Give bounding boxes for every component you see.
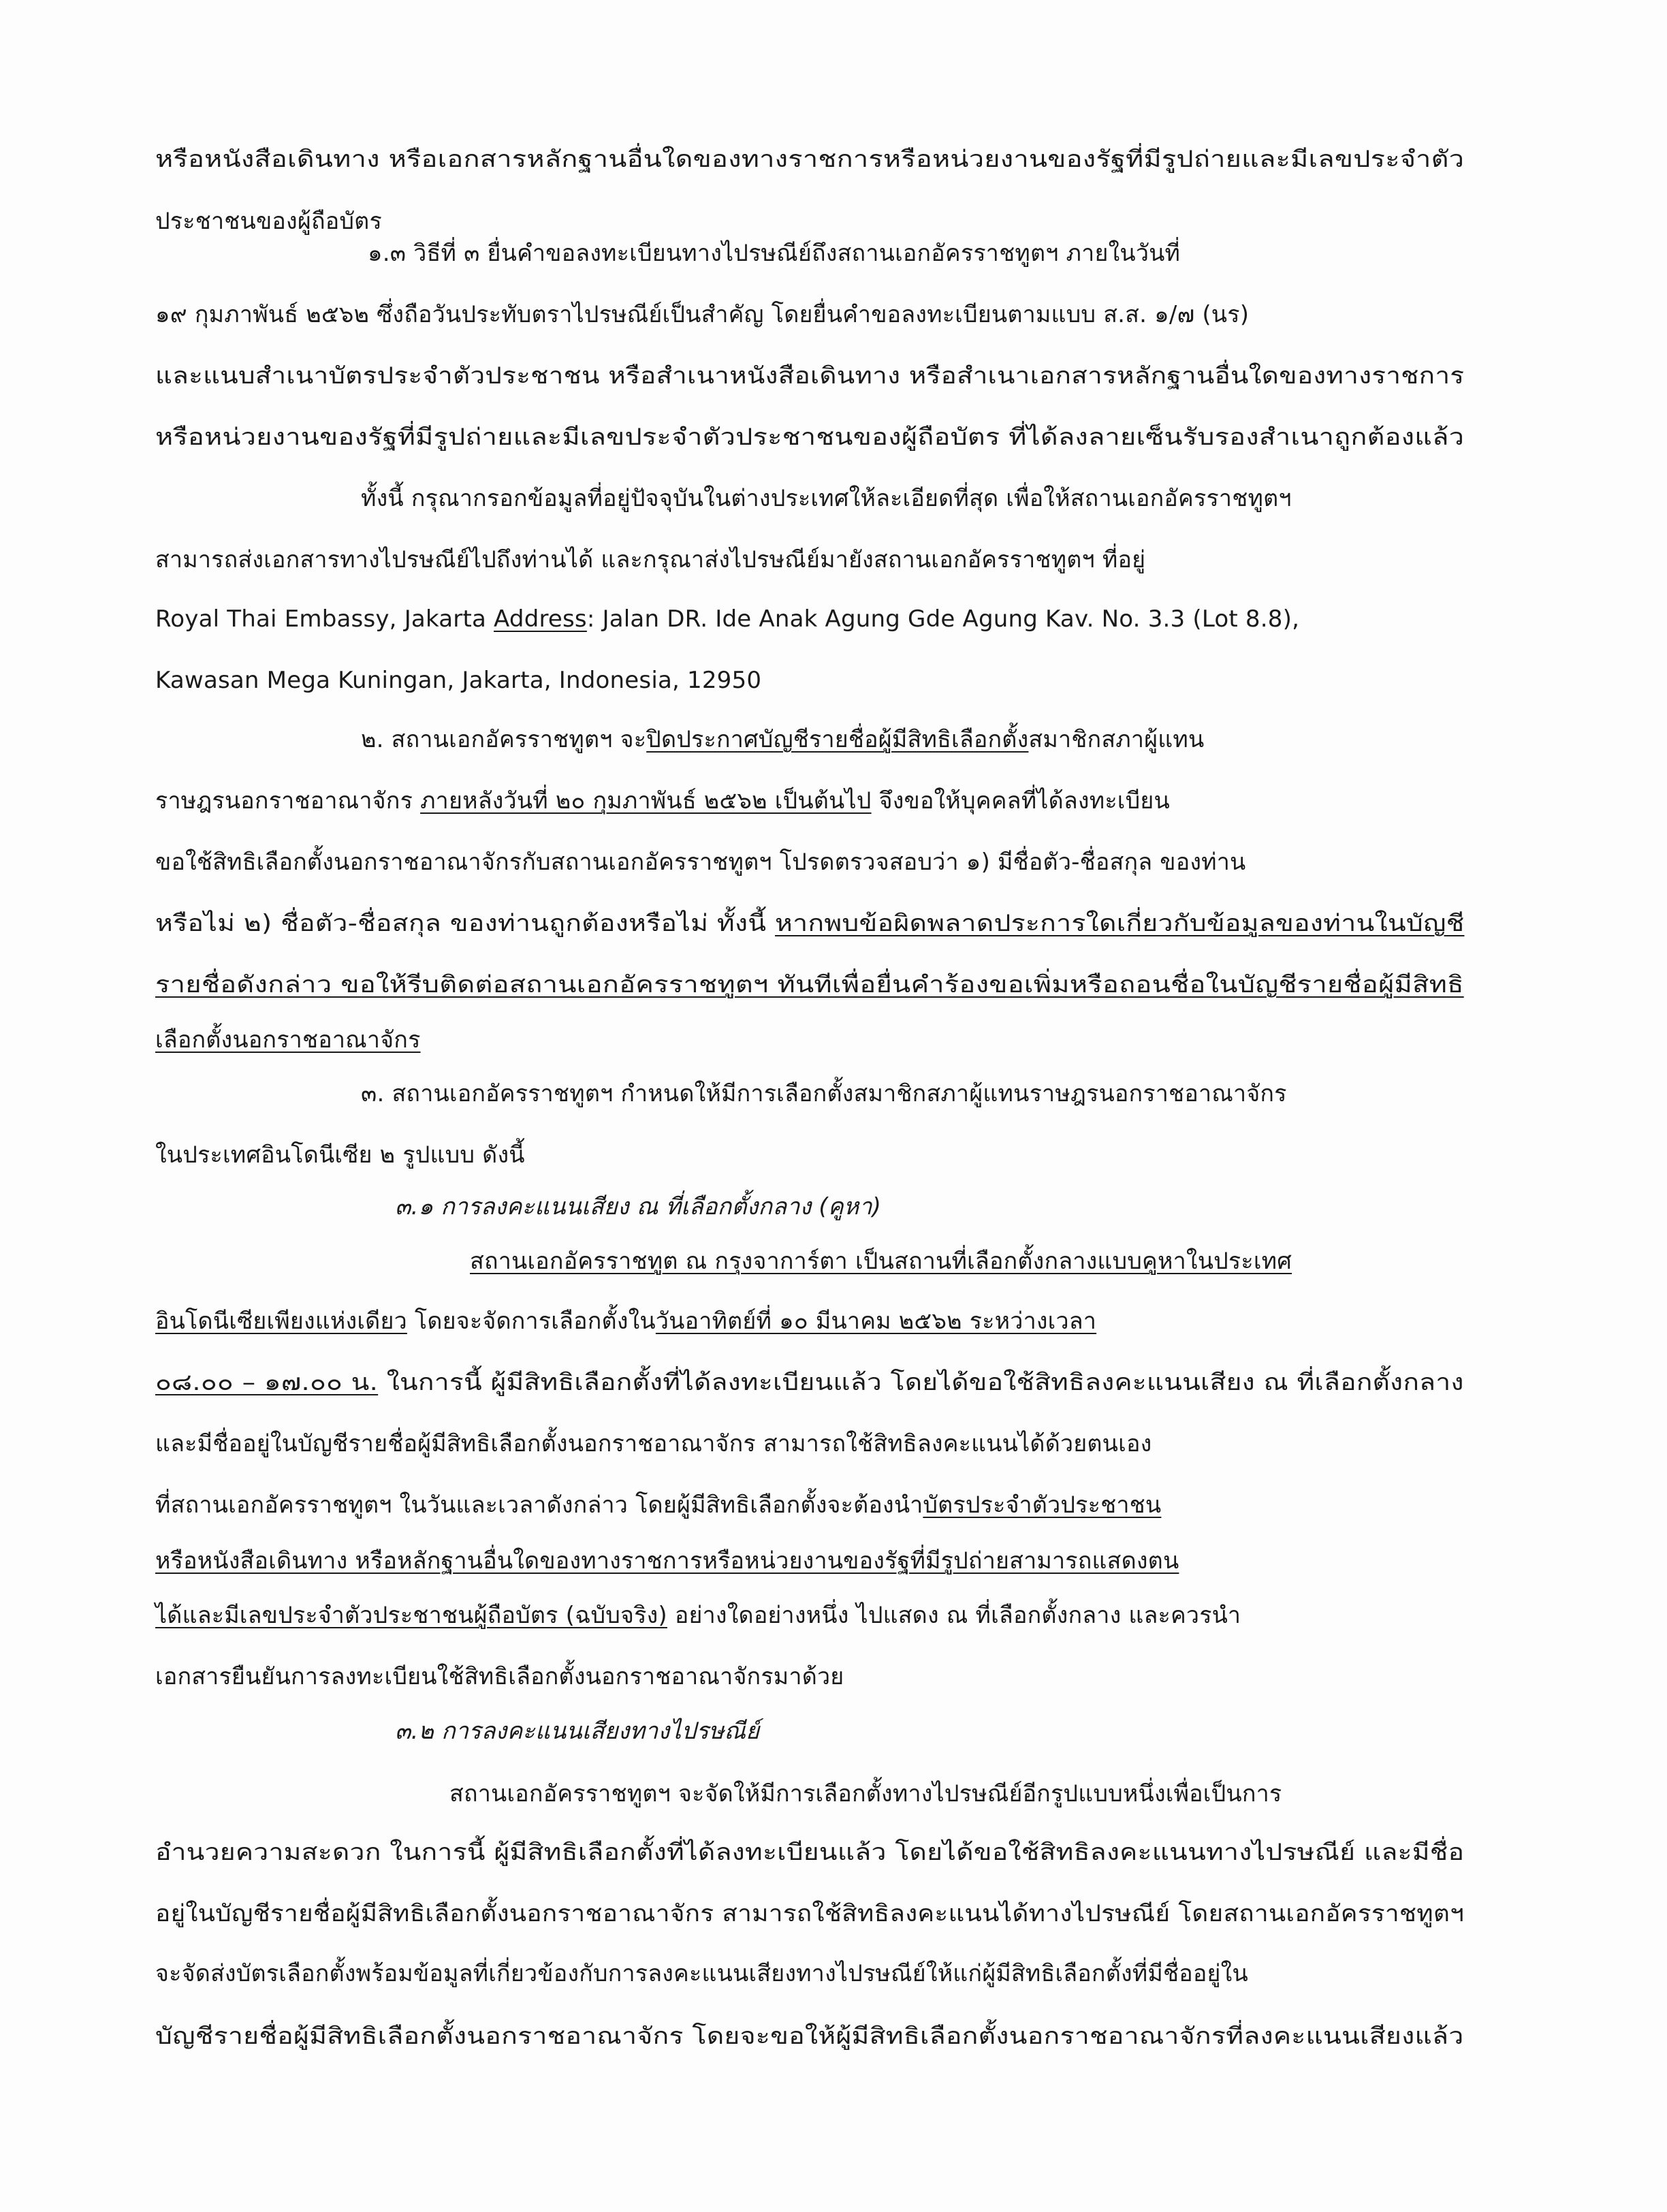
text-segment: ราษฎรนอกราชอาณาจักร	[155, 787, 421, 815]
text-line	[155, 970, 1464, 1000]
text-segment: ๑.๓ วิธีที่ ๓ ยื่นคำขอลงทะเบียนทางไปรษณีย์ถึงสถานเอกอัครราชทูตฯ ภายในวันที่	[368, 240, 1181, 267]
text-segment: บัญชีรายชื่อผู้มีสิทธิเลือกตั้งนอกราชอาณาจักร โดยจะขอให้ผู้มีสิทธิเลือกตั้งนอกราชอาณาจักรที่ลงคะแนนเสียงแล้ว	[155, 2023, 1464, 2050]
text-line	[155, 1600, 1241, 1630]
text-segment: จึงขอให้บุคคลที่ได้ลงทะเบียน	[871, 787, 1170, 815]
underlined-text: เลือกตั้งนอกราชอาณาจักร	[155, 1026, 421, 1054]
text-line	[155, 604, 1299, 634]
italic-heading: ๓.๒ การลงคะแนนเสียงทางไปรษณีย์	[395, 1718, 760, 1745]
text-line	[155, 1959, 1248, 1989]
text-line	[470, 1246, 1292, 1276]
text-line	[155, 1368, 1464, 1397]
text-line	[155, 361, 1464, 391]
text-segment: จะจัดส่งบัตรเลือกตั้งพร้อมข้อมูลที่เกี่ยวข้องกับการลงคะแนนเสียงทางไปรษณีย์ให้แก่ผู้มีสิทธิเลือกตั้งที่มีชื่ออยู่ใน	[155, 1960, 1248, 1987]
text-line	[155, 665, 761, 695]
text-segment: สามารถส่งเอกสารทางไปรษณีย์ไปถึงท่านได้ และกรุณาส่งไปรษณีย์มายังสถานเอกอัครราชทูตฯ ที่อยู่	[155, 546, 1146, 573]
text-segment: โดยจะจัดการเลือกตั้งใน	[407, 1308, 656, 1335]
text-segment: ประชาชนของผู้ถือบัตร	[155, 208, 382, 235]
text-segment: Royal Thai Embassy, Jakarta	[155, 605, 494, 633]
text-line	[155, 2021, 1463, 2051]
text-line	[155, 847, 1245, 877]
underlined-text: รายชื่อดังกล่าว ขอให้รีบติดต่อสถานเอกอัครราชทูตฯ ทันทีเพื่อยื่นคำร้องขอเพิ่มหรือถอนชื่อในบัญชีรายชื่อผู้มีสิทธิ	[155, 971, 1464, 998]
text-line	[155, 786, 1170, 816]
text-line	[155, 1429, 1152, 1459]
text-line	[449, 1779, 1282, 1809]
text-segment: หรือหน่วยงานของรัฐที่มีรูปถ่ายและมีเลขประจำตัวประชาชนของผู้ถือบัตร ที่ได้ลงลายเซ็นรับรองสำเนาถูกต้องแล้ว	[155, 424, 1465, 451]
text-line	[155, 1899, 1464, 1929]
text-segment: ๒. สถานเอกอัครราชทูตฯ จะ	[361, 726, 647, 753]
text-segment: ทั้งนี้ กรุณากรอกข้อมูลที่อยู่ปัจจุบันในต่างประเทศให้ละเอียดที่สุด เพื่อให้สถานเอกอัครราชทูตฯ	[361, 485, 1292, 512]
underlined-text: หากพบข้อผิดพลาดประการใดเกี่ยวกับข้อมูลของท่านในบัญชี	[775, 910, 1465, 937]
text-segment: ในการนี้ ผู้มีสิทธิเลือกตั้งที่ได้ลงทะเบียนแล้ว โดยได้ขอใช้สิทธิลงคะแนนเสียง ณ ที่เลือกตั้งกลาง	[378, 1369, 1464, 1396]
text-segment: อยู่ในบัญชีรายชื่อผู้มีสิทธิเลือกตั้งนอกราชอาณาจักร สามารถใช้สิทธิลงคะแนนได้ทางไปรษณีย์ โดยสถานเอกอัครราชทูตฯ	[155, 1900, 1465, 1927]
text-segment: และแนบสำเนาบัตรประจำตัวประชาชน หรือสำเนาหนังสือเดินทาง หรือสำเนาเอกสารหลักฐานอื่นใดของทางราชการ	[155, 362, 1465, 390]
text-line	[155, 908, 1464, 938]
underlined-text: ๐๘.๐๐ – ๑๗.๐๐ น.	[155, 1369, 379, 1396]
text-segment: อย่างใดอย่างหนึ่ง ไปแสดง ณ ที่เลือกตั้งกลาง และควรนำ	[667, 1602, 1241, 1629]
text-line	[155, 422, 1464, 452]
text-line	[395, 1716, 759, 1746]
text-line	[155, 1140, 525, 1170]
underlined-text: ปิดประกาศบัญชีรายชื่อผู้มีสิทธิเลือกตั้ง	[646, 726, 1029, 753]
text-line	[395, 1192, 881, 1222]
text-line	[368, 238, 1180, 268]
underlined-text: วันอาทิตย์ที่ ๑๐ มีนาคม ๒๕๖๒ ระหว่างเวลา	[655, 1308, 1097, 1335]
text-line	[155, 1837, 1464, 1867]
text-segment: สถานเอกอัครราชทูตฯ จะจัดให้มีการเลือกตั้งทางไปรษณีย์อีกรูปแบบหนึ่งเพื่อเป็นการ	[449, 1780, 1282, 1807]
text-segment: ๑๙ กุมภาพันธ์ ๒๕๖๒ ซึ่งถือวันประทับตราไปรษณีย์เป็นสำคัญ โดยยื่นคำขอลงทะเบียนตามแบบ ส.ส. ๑/๗ (นร)	[155, 301, 1250, 328]
text-segment: ในประเทศอินโดนีเซีย ๒ รูปแบบ ดังนี้	[155, 1141, 525, 1169]
text-line	[155, 1306, 1096, 1336]
text-segment: อำนวยความสะดวก ในการนี้ ผู้มีสิทธิเลือกตั้งที่ได้ลงทะเบียนแล้ว โดยได้ขอใช้สิทธิลงคะแนนทางไปรษณีย์ และมีชื่อ	[155, 1839, 1465, 1866]
text-segment: เอกสารยืนยันการลงทะเบียนใช้สิทธิเลือกตั้งนอกราชอาณาจักรมาด้วย	[155, 1663, 844, 1690]
text-line	[361, 725, 1204, 755]
text-segment: Kawasan Mega Kuningan, Jakarta, Indonesia, 12950	[155, 667, 762, 694]
text-segment: สมาชิกสภาผู้แทน	[1028, 726, 1205, 753]
text-line	[155, 1546, 1179, 1576]
underlined-text: สถานเอกอัครราชทูต ณ กรุงจาการ์ตา เป็นสถานที่เลือกตั้งกลางแบบคูหาในประเทศ	[470, 1248, 1292, 1275]
text-line	[155, 300, 1249, 330]
text-line	[155, 1490, 1161, 1520]
text-segment: ๓. สถานเอกอัครราชทูตฯ กำหนดให้มีการเลือกตั้งสมาชิกสภาผู้แทนราษฎรนอกราชอาณาจักร	[361, 1080, 1287, 1107]
underlined-text: บัตรประจำตัวประชาชน	[923, 1491, 1162, 1519]
text-segment: : Jalan DR. Ide Anak Agung Gde Agung Kav. No. 3.3 (Lot 8.8),	[586, 605, 1300, 633]
italic-heading: ๓.๑ การลงคะแนนเสียง ณ ที่เลือกตั้งกลาง (คูหา)	[395, 1193, 882, 1220]
text-segment: และมีชื่ออยู่ในบัญชีรายชื่อผู้มีสิทธิเลือกตั้งนอกราชอาณาจักร สามารถใช้สิทธิลงคะแนนได้ด้วยตนเอง	[155, 1430, 1152, 1457]
underlined-text: อินโดนีเซียเพียงแห่งเดียว	[155, 1308, 407, 1335]
underlined-text: หรือหนังสือเดินทาง หรือหลักฐานอื่นใดของทางราชการหรือหน่วยงานของรัฐที่มีรูปถ่ายสามารถแสดงตน	[155, 1547, 1179, 1575]
underlined-text: ภายหลังวันที่ ๒๐ กุมภาพันธ์ ๒๕๖๒ เป็นต้นไป	[420, 787, 872, 815]
text-line	[155, 144, 1464, 174]
text-segment: ที่สถานเอกอัครราชทูตฯ ในวันและเวลาดังกล่าว โดยผู้มีสิทธิเลือกตั้งจะต้องนำ	[155, 1491, 923, 1519]
text-line	[155, 1662, 844, 1692]
underlined-text: ได้และมีเลขประจำตัวประชาชนผู้ถือบัตร (ฉบับจริง)	[155, 1602, 667, 1629]
text-line	[155, 1025, 421, 1055]
text-line	[155, 206, 382, 236]
text-line	[155, 545, 1145, 575]
text-line	[361, 484, 1292, 514]
text-segment: ขอใช้สิทธิเลือกตั้งนอกราชอาณาจักรกับสถานเอกอัครราชทูตฯ โปรดตรวจสอบว่า ๑) มีชื่อตัว-ชื่อสกุล ของท่าน	[155, 849, 1246, 876]
underlined-text: Address	[494, 605, 587, 633]
text-line	[361, 1079, 1287, 1109]
text-segment: หรือหนังสือเดินทาง หรือเอกสารหลักฐานอื่นใดของทางราชการหรือหน่วยงานของรัฐที่มีรูปถ่ายและมีเลขประจำตัว	[155, 146, 1465, 173]
text-segment: หรือไม่ ๒) ชื่อตัว-ชื่อสกุล ของท่านถูกต้องหรือไม่ ทั้งนี้	[155, 910, 776, 937]
